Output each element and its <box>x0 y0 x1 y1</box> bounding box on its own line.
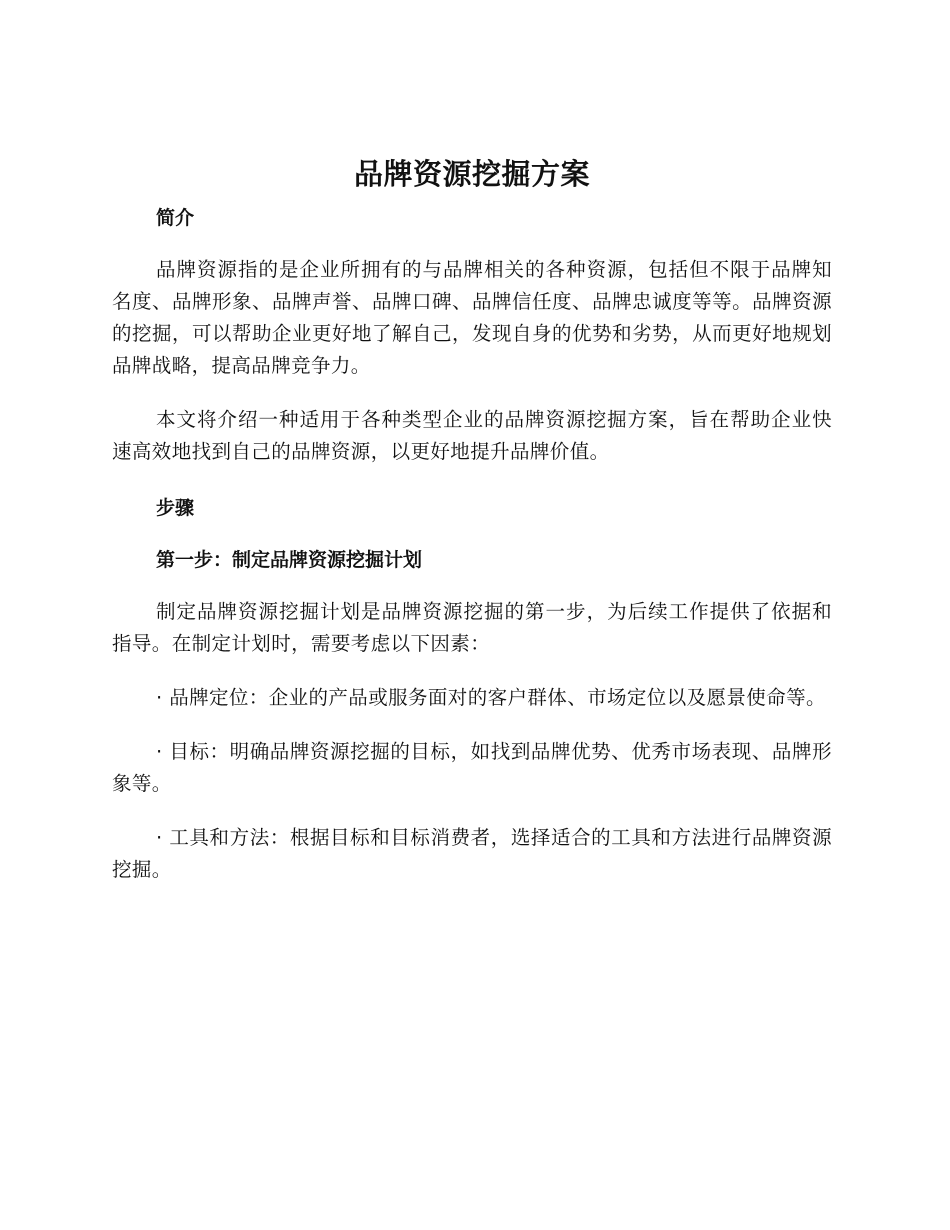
page-title: 品牌资源挖掘方案 <box>353 157 590 191</box>
document-page <box>112 152 832 886</box>
step1-heading: 第一步：制定品牌资源挖掘计划 <box>156 549 423 571</box>
intro-paragraph-1: 品牌资源指的是企业所拥有的与品牌相关的各种资源，包括但不限于品牌知名度、品牌形象、品牌声誉、品牌口碑、品牌信任度、品牌忠诚度等等。品牌资源的挖掘，可以帮助企业更好地了解自己，发现自身的优势和劣势，从而更好地规划品牌战略，提高品牌竞争力。 <box>112 258 832 377</box>
bullet-item: · 工具和方法：根据目标和目标消费者，选择适合的工具和方法进行品牌资源挖掘。 <box>112 826 832 881</box>
section-heading-intro: 简介 <box>156 207 195 229</box>
bullet-item: · 目标：明确品牌资源挖掘的目标，如找到品牌优势、优秀市场表现、品牌形象等。 <box>112 740 832 795</box>
intro-paragraph-2: 本文将介绍一种适用于各种类型企业的品牌资源挖掘方案，旨在帮助企业快速高效地找到自己的品牌资源，以更好地提升品牌价值。 <box>112 408 832 463</box>
step1-paragraph: 制定品牌资源挖掘计划是品牌资源挖掘的第一步，为后续工作提供了依据和指导。在制定计划时，需要考虑以下因素： <box>112 600 832 655</box>
section-heading-steps: 步骤 <box>156 497 195 519</box>
bullet-item: · 品牌定位：企业的产品或服务面对的客户群体、市场定位以及愿景使命等。 <box>156 686 826 709</box>
